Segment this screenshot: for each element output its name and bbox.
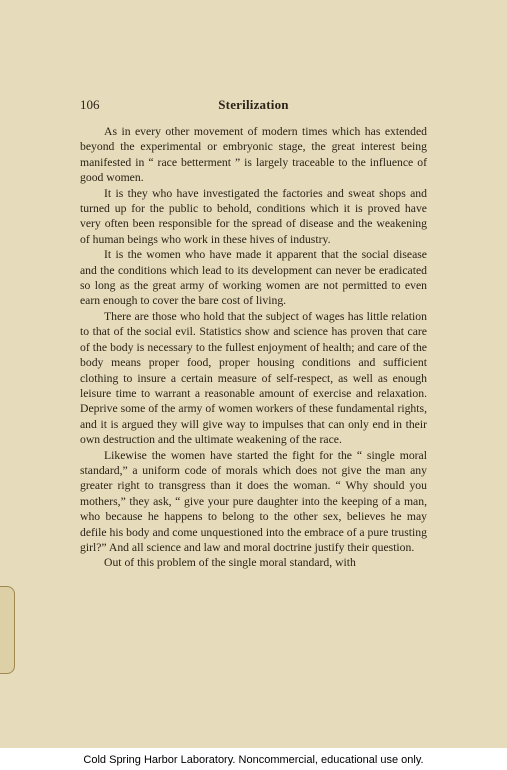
paragraph-2: It is they who have investigated the factories and sweat shops and turned up for the public to behold, conditions which it is proved have very often been responsible for the spread of disease and the weakening of human beings who work in these hives of industry. [80,186,427,246]
paragraph-1: As in every other movement of modern times which has extended beyond the experimental or embryonic stage, the great interest being manifested in “ race betterment ” is largely traceable to the influence of good women. [80,125,427,185]
page-number: 106 [80,97,100,112]
running-head: Sterilization [218,97,289,112]
paragraph-6: Out of this problem of the single moral standard, with [104,556,356,570]
paragraph-5: Likewise the women have started the fight for the “ single moral standard,” a uniform code of morals which does not give the man any greater right to transgress than it does the woman. “ Why should you mothers,” they ask, “ give your pure daughter into the keeping of a man, who because he happens to belong to the other sex, believes he may defile his body and come unquestioned into the embrace of a pure trusting girl?” And all science and law and moral doctrine justify their question. [80,448,427,554]
paragraph-4: There are those who hold that the subject of wages has little relation to that of the social evil. Statistics show and science has proven that care of the body is necessary to the fullest enjoyment of health; and care of the body means proper food, proper housing conditions and sufficient clothing to insure a certain measure of self-respect, as well as enough leisure time to warrant a reasonable amount of exercise and relaxation. Deprive some of the army of women workers of these fundamental rights, and it is argued they will give way to impulses that can only end in their own destruction and the ultimate weakening of the race. [80,309,427,447]
body-text [80,124,427,571]
page-edge-tab [0,586,15,674]
copyright-footer: Cold Spring Harbor Laboratory. Noncommercial, educational use only. [83,754,424,766]
page-header [80,97,427,113]
paragraph-3: It is the women who have made it apparent that the social disease and the conditions which lead to its development can never be eradicated so long as the great army of working women are not permitted to even earn enough to cover the bare cost of living. [80,248,427,308]
